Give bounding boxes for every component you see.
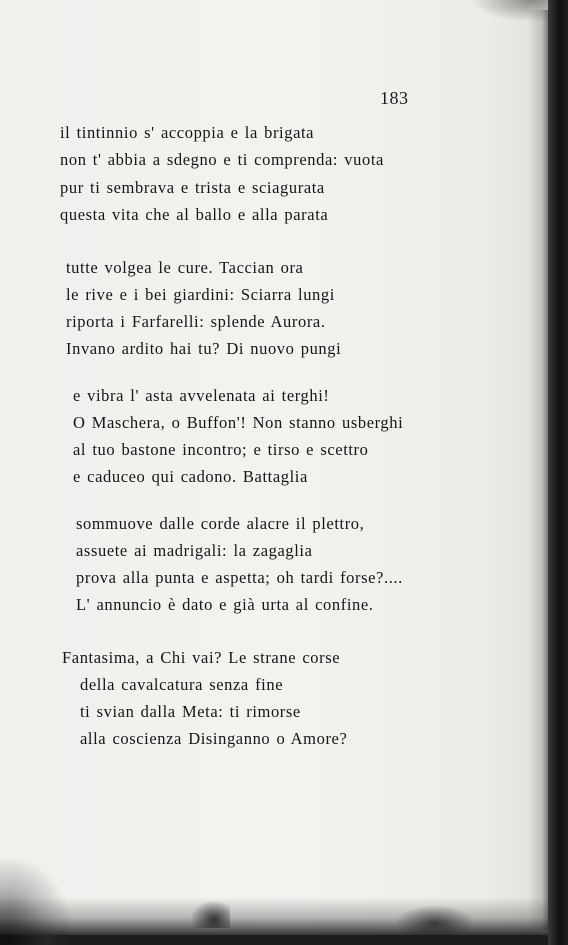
poem-line: questa vita che al ballo e alla parata bbox=[60, 205, 329, 224]
poem-line: pur ti sembrava e trista e sciagurata bbox=[60, 178, 325, 197]
poem-line: tutte volgea le cure. Taccian ora bbox=[66, 258, 304, 277]
page-number: 183 bbox=[380, 88, 409, 108]
poem-line: e caduceo qui cadono. Battaglia bbox=[73, 467, 308, 486]
poem-line: e vibra l' asta avvelenata ai terghi! bbox=[73, 386, 330, 405]
poem-line: O Maschera, o Buffon'! Non stanno usberghi bbox=[73, 413, 404, 432]
poem-line: non t' abbia a sdegno e ti comprenda: vuota bbox=[60, 150, 384, 169]
corner-wear bbox=[470, 0, 548, 22]
poem-line: riporta i Farfarelli: splende Aurora. bbox=[66, 312, 326, 331]
poem-line: L' annuncio è dato e già urta al confine. bbox=[76, 595, 374, 614]
poem-line: ti svian dalla Meta: ti rimorse bbox=[80, 702, 301, 721]
poem-line: le rive e i bei giardini: Sciarra lungi bbox=[66, 285, 335, 304]
poem-line: Fantasima, a Chi vai? Le strane corse bbox=[62, 648, 341, 667]
bottom-edge-stain bbox=[0, 897, 548, 935]
book-edge bbox=[548, 0, 568, 945]
poem-line: il tintinnio s' accoppia e la brigata bbox=[60, 123, 315, 142]
poem-line: Invano ardito hai tu? Di nuovo pungi bbox=[66, 339, 342, 358]
poem-line: prova alla punta e aspetta; oh tardi forse?.... bbox=[76, 568, 403, 587]
poem-line: alla coscienza Disinganno o Amore? bbox=[80, 729, 348, 748]
poem-line: della cavalcatura senza fine bbox=[80, 675, 284, 694]
poem-line: assuete ai madrigali: la zagaglia bbox=[76, 541, 313, 560]
page-gutter-shadow bbox=[528, 10, 548, 930]
poem-line: sommuove dalle corde alacre il plettro, bbox=[76, 514, 365, 533]
poem-line: al tuo bastone incontro; e tirso e scettro bbox=[73, 440, 369, 459]
